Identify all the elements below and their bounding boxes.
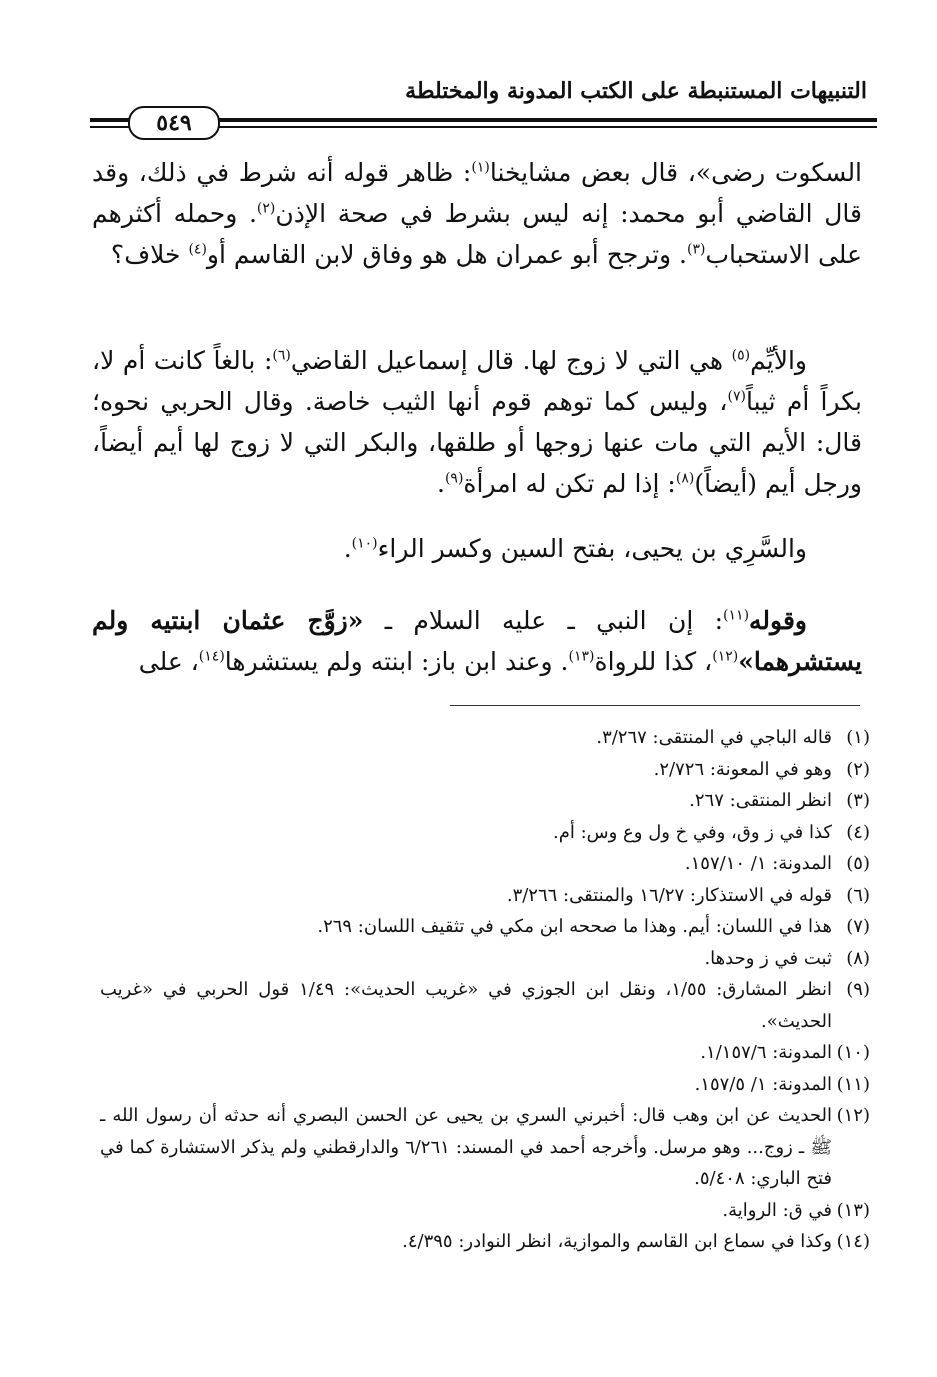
paragraph-3 <box>92 528 862 569</box>
footnote-ref: (١) <box>471 159 490 176</box>
footnote-number: (٦) <box>846 884 870 906</box>
footnote <box>100 1100 870 1195</box>
footnote-number: (٩) <box>846 979 870 1000</box>
footnote-text: قاله الباجي في المنتقى: ٣/٢٦٧. <box>596 727 832 748</box>
footnote-ref: (٤) <box>188 241 207 258</box>
text-run: خلاف؟ <box>110 240 189 269</box>
footnote <box>100 943 870 975</box>
text-run: . <box>343 534 352 563</box>
footnote-number: (١) <box>846 727 870 748</box>
text-run: . وعند ابن باز: ابنته ولم يستشرها <box>224 647 569 676</box>
text-run: هي التي لا زوج لها. قال إسماعيل القاضي <box>290 346 732 375</box>
footnote-number: (٧) <box>846 916 870 937</box>
text-run: : إن النبي ـ عليه السلام ـ <box>363 606 724 635</box>
footnote <box>100 817 870 849</box>
footnote-text: المدونة: ١/١٥٧/٦. <box>700 1042 832 1063</box>
footnote-text: هذا في اللسان: أيم. وهذا ما صححه ابن مكي في تثقيف اللسان: ٢٦٩. <box>317 916 832 937</box>
footnote-number: (١٣) <box>836 1199 870 1221</box>
hadith-quote: «زوَّج عثمان ابنتيه ولم يستشرهما» <box>92 606 862 676</box>
footnote-text: انظر المشارق: ١/٥٥، ونقل ابن الجوزي في «غريب الحديث»: ١/٤٩ قول الحربي في «غريب الحديث». <box>100 979 832 1032</box>
footnote-text: وهو في المعونة: ٢/٧٢٦. <box>653 758 832 780</box>
footnote <box>100 1226 870 1258</box>
text-run: والأيِّم <box>750 346 807 375</box>
footnote-ref: (٧) <box>727 388 746 405</box>
lemma-text: وقوله <box>749 606 807 635</box>
text-run: . وحمله أكثرهم على الاستحباب <box>92 199 862 269</box>
footnote-number: (٣) <box>846 790 870 811</box>
footnote <box>100 1195 870 1227</box>
footnote-number: (١١) <box>836 1073 870 1095</box>
footnote-ref: (٨) <box>675 470 695 487</box>
footnote-text: الحديث عن ابن وهب قال: أخبرني السري بن يحيى عن الحسن البصري أنه حدثه أن رسول الله ـ ﷺ ـ زوج... وهو مرسل. وأخرجه أحمد في المسند: ٦/٢٦١ والدارقطني ولم يذكر الاستشارة كما في فتح الباري: ٥/٤٠٨. <box>100 1105 832 1189</box>
footnote-ref: (٥) <box>731 347 751 364</box>
footnote-number: (١٤) <box>836 1231 870 1252</box>
footnote <box>100 754 870 786</box>
footnote-text: قوله في الاستذكار: ١٦/٢٧ والمنتقى: ٣/٢٦٦. <box>506 884 832 906</box>
text-run: : ظاهر قوله أنه شرط في ذلك، وقد قال القاضي أبو محمد: إنه ليس بشرط في صحة الإذن <box>92 158 862 228</box>
text-run: والسَّرِي بن يحيى، بفتح السين وكسر الراء <box>377 534 807 563</box>
footnote-number: (٨) <box>846 947 870 969</box>
footnote <box>100 722 870 754</box>
footnote-text: انظر المنتقى: ٢٦٧. <box>689 790 832 811</box>
footnote-ref: (٦) <box>272 347 291 364</box>
footnote <box>100 848 870 880</box>
footnote <box>100 974 870 1037</box>
paragraph-2 <box>92 340 862 504</box>
footnote-number: (٥) <box>846 853 870 874</box>
footnote-text: وكذا في سماع ابن القاسم والموازية، انظر النوادر: ٤/٣٩٥. <box>402 1231 832 1252</box>
footnote-ref: (١٤) <box>198 648 225 665</box>
footnote-separator <box>450 705 860 706</box>
footnote-ref: (١٠) <box>351 535 378 552</box>
footnote <box>100 911 870 943</box>
footnote-number: (١٢) <box>836 1105 870 1126</box>
footnote-text: ثبت في ز وحدها. <box>704 947 832 969</box>
footnote-ref: (٩) <box>444 470 464 487</box>
text-run: : بالغاً كانت أم لا، بكراً أم ثيباً <box>92 346 862 416</box>
footnote <box>100 1069 870 1101</box>
text-run: : إذا لم تكن له امرأة <box>463 469 676 498</box>
footnote-ref: (١١) <box>723 607 750 624</box>
footnote <box>100 880 870 912</box>
footnote-text: المدونة: ١/ ١٥٧/٥. <box>694 1073 832 1095</box>
footnote-ref: (١٢) <box>712 648 739 665</box>
footnote <box>100 1037 870 1069</box>
footnote-number: (٤) <box>846 821 870 843</box>
footnote-number: (٢) <box>846 758 870 780</box>
paragraph-4 <box>92 600 862 682</box>
footnote-number: (١٠) <box>836 1042 870 1063</box>
text-run: السكوت رضى»، قال بعض مشايخنا <box>489 158 863 187</box>
footnote-text: كذا في ز وق، وفي خ ول وع وس: أم. <box>553 821 832 843</box>
footnote <box>100 785 870 817</box>
text-run: ، على <box>138 647 199 676</box>
text-run: ، كذا للرواة <box>594 647 713 676</box>
text-run: . وترجح أبو عمران هل هو وفاق لابن القاسم أو <box>206 240 688 269</box>
footnote-text: في ق: الرواية. <box>722 1199 832 1221</box>
footnote-ref: (٣) <box>687 241 706 258</box>
text-run: . <box>436 469 445 498</box>
footnote-text: المدونة: ١/ ١٥٧/١٠. <box>684 853 832 874</box>
paragraph-1 <box>92 152 862 275</box>
footnote-ref: (١٣) <box>568 648 595 665</box>
footnotes <box>100 722 870 1258</box>
page-number: ٥٤٩ <box>128 106 220 140</box>
footnote-ref: (٢) <box>256 200 276 217</box>
text-run: ، وليس كما توهم قوم أنها الثيب خاصة. وقال الحربي نحوه؛ قال: الأيم التي مات عنها زوجها أو طلقها، والبكر التي لا زوج لها أيم أيضاً، ورجل أيم (أيضاً) <box>92 387 862 498</box>
running-header-title: التنبيهات المستنبطة على الكتب المدونة والمختلطة <box>405 78 867 104</box>
